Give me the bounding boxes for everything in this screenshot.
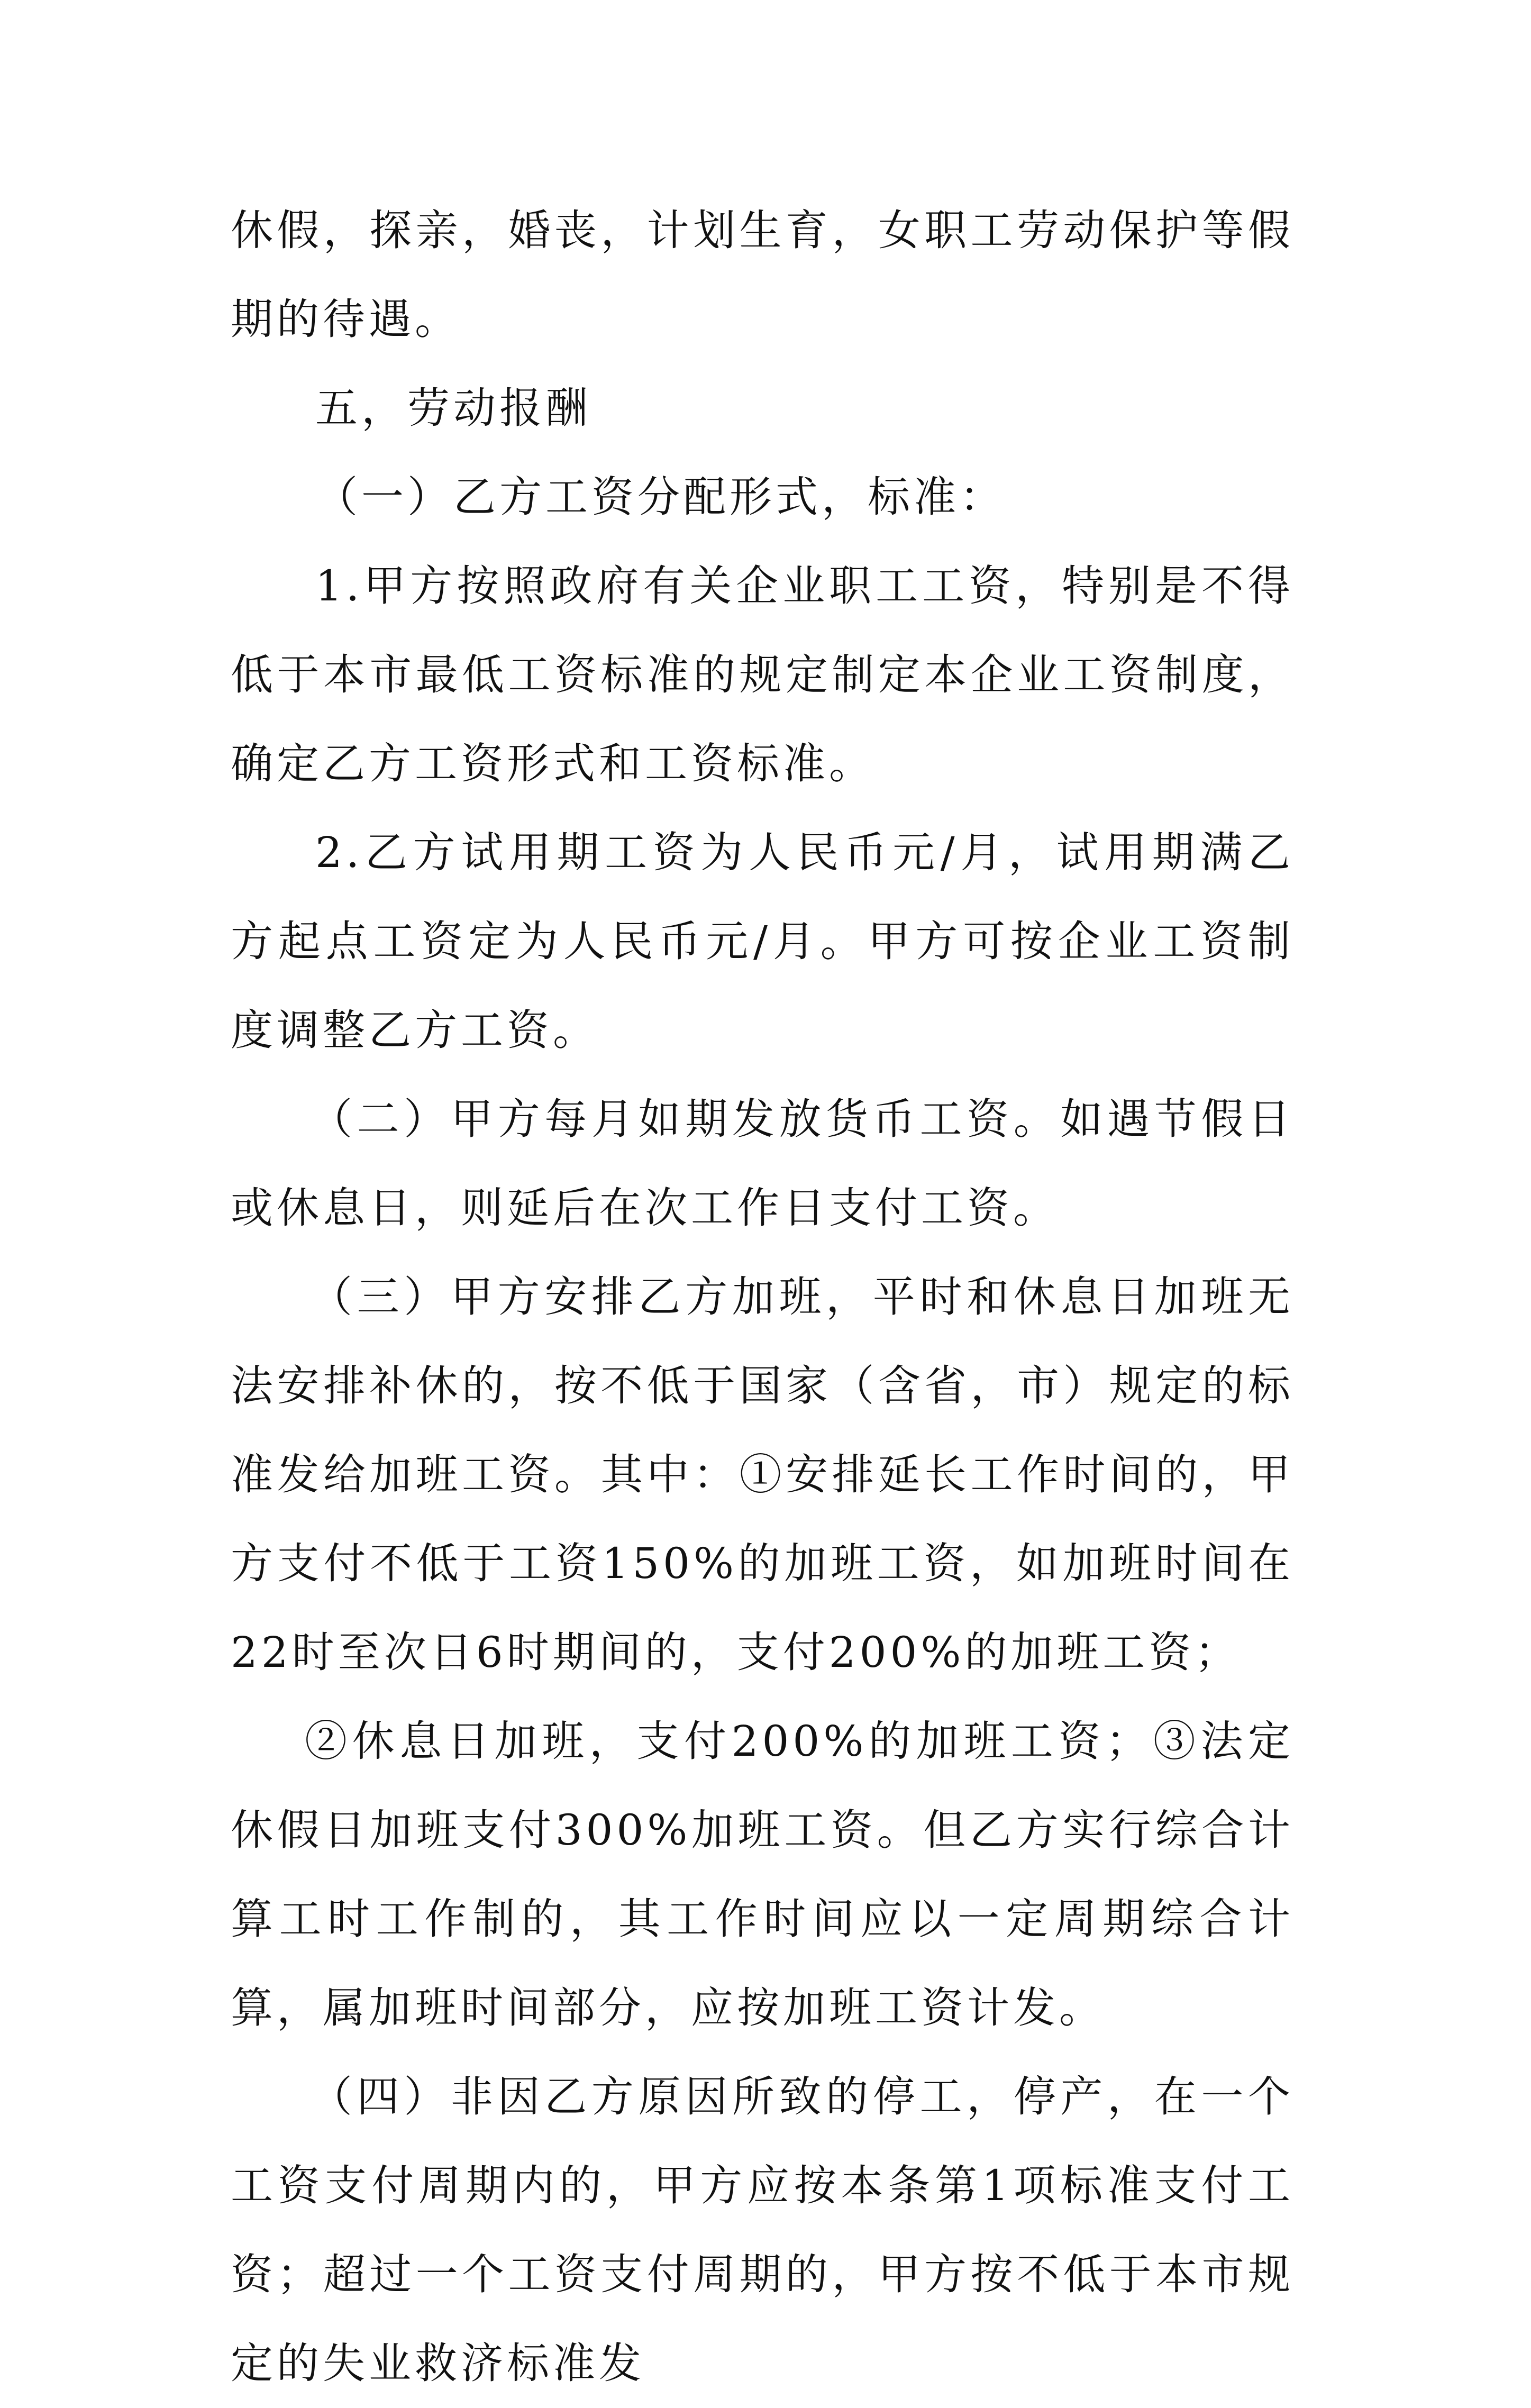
paragraph-subsection-4-work-stoppage: （四）非因乙方原因所致的停工，停产，在一个工资支付周期内的，甲方应按本条第1项标准支付工资；超过一个工资支付周期的，甲方按不低于本市规定的失业救济标准发 xyxy=(231,2072,1294,2388)
paragraph-item-1-wage-system: 1.甲方按照政府有关企业职工工资，特别是不得低于本市最低工资标准的规定制定本企业工资制度，确定乙方工资形式和工资标准。 xyxy=(231,561,1294,788)
paragraph-leave-benefits: 休假，探亲，婚丧，计划生育，女职工劳动保护等假期的待遇。 xyxy=(231,206,1294,344)
paragraph-subsection-2-payment-date: （二）甲方每月如期发放货币工资。如遇节假日或休息日，则延后在次工作日支付工资。 xyxy=(231,1094,1294,1233)
document-body xyxy=(231,186,1294,2408)
paragraph-item-2-probation-wage: 2.乙方试用期工资为人民币元/月，试用期满乙方起点工资定为人民币元/月。甲方可按企业工资制度调整乙方工资。 xyxy=(231,828,1294,1055)
subsection-heading-wage-form: （一）乙方工资分配形式，标准： xyxy=(315,472,1006,522)
section-heading-labor-remuneration: 五，劳动报酬 xyxy=(315,384,591,433)
paragraph-subsection-3-overtime: （三）甲方安排乙方加班，平时和休息日加班无法安排补休的，按不低于国家（含省，市）规定的标准发给加班工资。其中：①安排延长工作时间的，甲方支付不低于工资150%的加班工资，如加班时间在22时至次日6时期间的，支付200%的加班工资； xyxy=(231,1272,1294,1677)
paragraph-overtime-rates: ②休息日加班，支付200%的加班工资；③法定休假日加班支付300%加班工资。但乙方实行综合计算工时工作制的，其工作时间应以一定周期综合计算，属加班时间部分，应按加班工资计发。 xyxy=(231,1717,1294,2032)
